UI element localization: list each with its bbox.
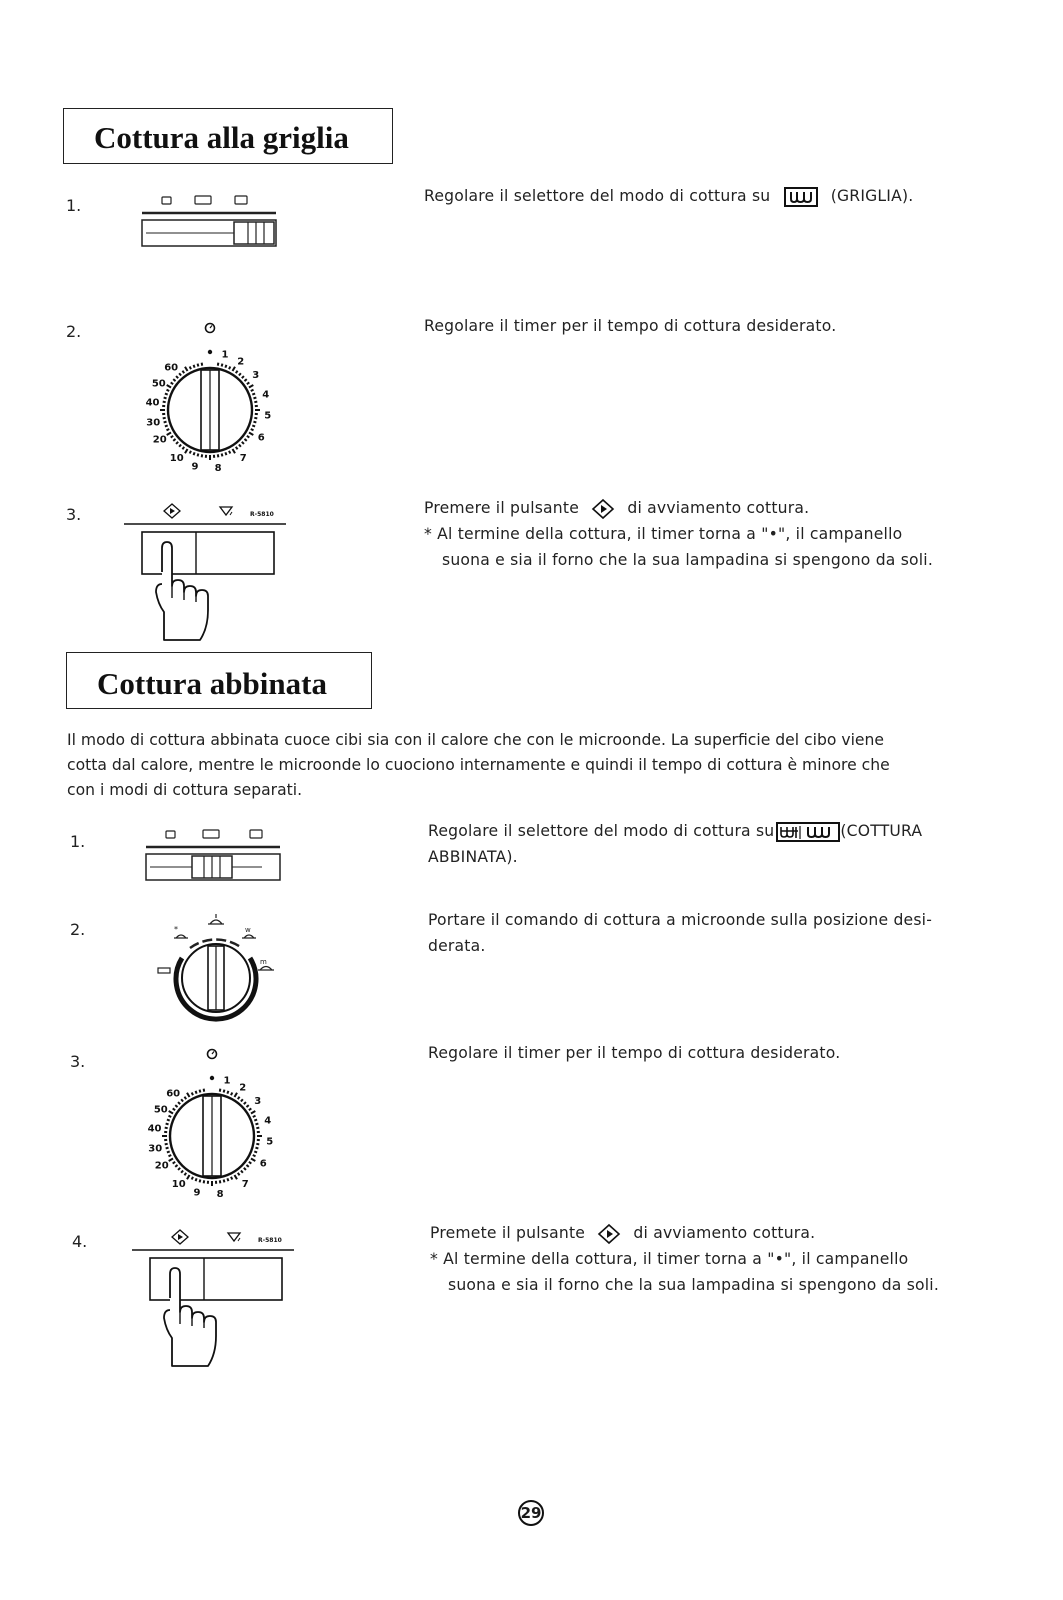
mode-selector-combination-figure <box>142 822 284 884</box>
start-button-figure <box>128 1226 298 1371</box>
timer-icon <box>206 324 215 333</box>
timer-zero-dot <box>210 1076 214 1080</box>
timer-label: 40 <box>145 397 160 409</box>
step-number: 4. <box>72 1232 88 1251</box>
timer-label: 1 <box>221 349 229 361</box>
step-text: Regolare il timer per il tempo di cottura desiderato. <box>424 317 837 335</box>
pressing-hand-icon <box>164 1268 216 1366</box>
timer-label: 8 <box>214 462 222 474</box>
section-title-grill <box>63 108 393 164</box>
svg-text:w: w <box>245 926 251 934</box>
section-title-text: Cottura alla griglia <box>94 120 349 155</box>
timer-label: 7 <box>241 1179 249 1191</box>
step-number: 3. <box>66 505 82 524</box>
mode-selector-grill-figure <box>138 188 280 250</box>
timer-label: 3 <box>254 1095 262 1107</box>
grill-icon <box>784 187 818 207</box>
step-text: Regolare il selettore del modo di cottura su (COTTURA ABBINATA). <box>428 822 923 866</box>
stop-icon <box>228 1233 240 1241</box>
timer-label: 5 <box>264 410 272 422</box>
svg-text:*: * <box>174 925 178 934</box>
step-number: 2. <box>70 920 86 939</box>
intro-paragraph: Il modo di cottura abbinata cuoce cibi sia con il calore che con le microonde. La superficie del cibo viene cotta dal calore, mentre le microonde lo cuociono internamente e quindi il tempo di cottura è minore che con i modi di cottura separati. <box>67 731 890 799</box>
start-icon <box>172 1230 188 1244</box>
timer-icon <box>208 1050 217 1059</box>
panel-model-label: R-5810 <box>250 511 274 518</box>
timer-label: 1 <box>223 1075 231 1087</box>
timer-label: 10 <box>169 453 184 465</box>
panel-model-label: R-5810 <box>258 1237 282 1244</box>
timer-label: 50 <box>151 378 166 390</box>
step-text: Regolare il selettore del modo di cottura su (GRIGLIA). <box>424 187 914 205</box>
timer-label: 50 <box>153 1104 168 1116</box>
start-icon <box>164 504 180 518</box>
timer-label: 20 <box>152 434 167 446</box>
combination-icon <box>776 822 840 842</box>
timer-label: 7 <box>239 453 247 465</box>
timer-label: 2 <box>237 356 245 368</box>
start-icon <box>592 499 614 519</box>
timer-label: 6 <box>257 432 265 444</box>
svg-text:m: m <box>260 958 267 966</box>
step-number: 2. <box>66 322 82 341</box>
timer-label: 9 <box>191 461 199 473</box>
step-text: Premere il pulsante di avviamento cottura. * Al termine della cottura, il timer torna a "•", il campanello suona e sia il forno che la sua lampadina si spengono da soli. <box>424 499 933 569</box>
timer-dial-figure <box>142 1044 282 1200</box>
step-text: Regolare il timer per il tempo di cottura desiderato. <box>428 1044 841 1062</box>
start-button-figure <box>120 500 290 645</box>
page-number: 29 <box>516 1498 546 1528</box>
timer-label: 20 <box>154 1160 169 1172</box>
timer-label: 10 <box>171 1179 186 1191</box>
timer-label: 5 <box>266 1136 274 1148</box>
stop-icon <box>220 507 232 515</box>
step-number: 3. <box>70 1052 86 1071</box>
mode-icons <box>162 196 247 204</box>
microwave-power-dial-figure <box>150 910 282 1020</box>
timer-label: 2 <box>239 1082 247 1094</box>
start-icon <box>598 1224 620 1244</box>
timer-label: 4 <box>264 1115 272 1127</box>
timer-label: 40 <box>147 1123 162 1135</box>
step-number: 1. <box>70 832 86 851</box>
section-title-combination <box>66 652 372 709</box>
mode-icons <box>166 830 262 838</box>
step-text: Premete il pulsante di avviamento cottura. * Al termine della cottura, il timer torna a "•", il campanello suona e sia il forno che la sua lampadina si spengono da soli. <box>430 1224 939 1294</box>
timer-label: 30 <box>146 417 161 429</box>
timer-label: 6 <box>259 1158 267 1170</box>
pressing-hand-icon <box>156 542 208 640</box>
timer-label: 4 <box>262 389 270 401</box>
timer-dial-figure <box>140 318 280 474</box>
step-text: Portare il comando di cottura a microonde sulla posizione desi- derata. <box>428 911 933 955</box>
timer-label: 30 <box>148 1143 163 1155</box>
step-number: 1. <box>66 196 82 215</box>
timer-label: 60 <box>164 362 179 374</box>
timer-label: 3 <box>252 369 260 381</box>
timer-label: 8 <box>216 1188 224 1200</box>
timer-label: 9 <box>193 1187 201 1199</box>
timer-zero-dot <box>208 350 212 354</box>
timer-label: 60 <box>166 1088 181 1100</box>
section-title-text: Cottura abbinata <box>97 666 327 701</box>
